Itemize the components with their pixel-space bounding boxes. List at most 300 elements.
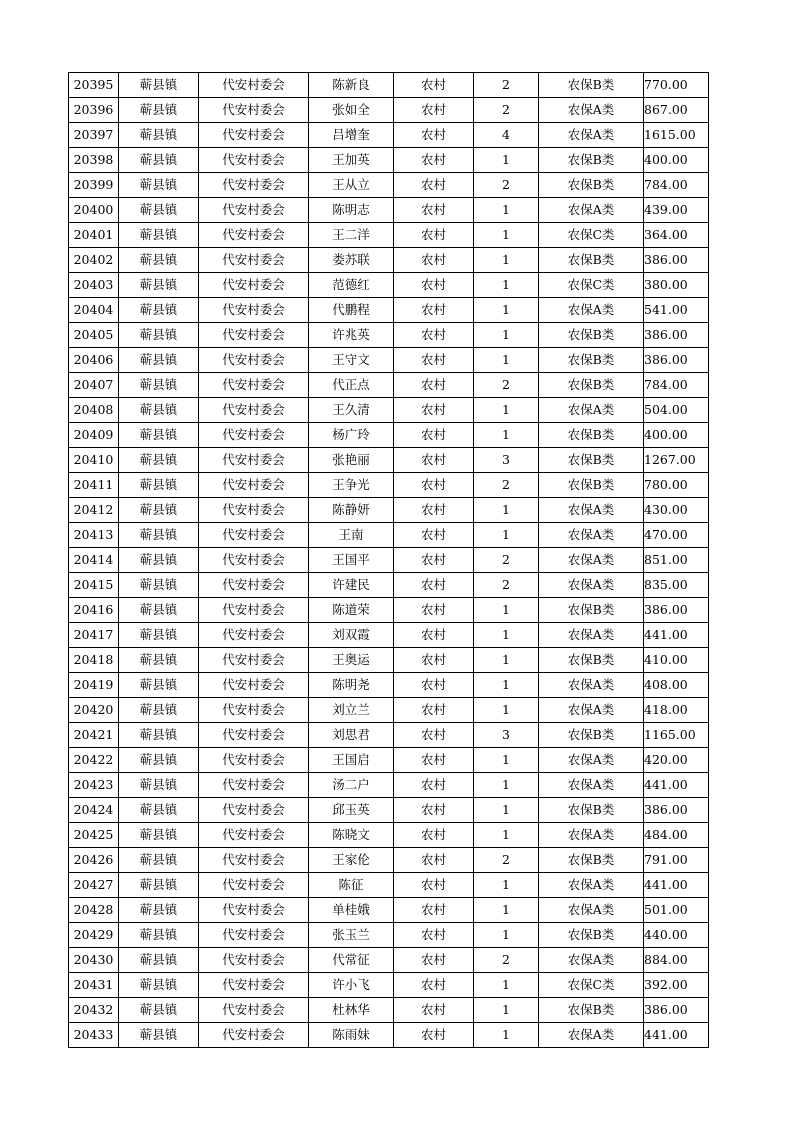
insurance-category-cell: 农保B类: [539, 448, 644, 473]
village-committee-cell: 代安村委会: [199, 348, 309, 373]
insurance-category-cell: 农保A类: [539, 98, 644, 123]
town-cell: 蕲县镇: [119, 323, 199, 348]
row-id-cell: 20430: [69, 948, 119, 973]
row-id-cell: 20425: [69, 823, 119, 848]
amount-cell: 439.00: [644, 198, 709, 223]
insurance-category-cell: 农保B类: [539, 598, 644, 623]
town-cell: 蕲县镇: [119, 198, 199, 223]
village-committee-cell: 代安村委会: [199, 323, 309, 348]
table-row: [69, 748, 709, 773]
table-row: [69, 398, 709, 423]
row-id-cell: 20415: [69, 573, 119, 598]
amount-cell: 400.00: [644, 148, 709, 173]
town-cell: 蕲县镇: [119, 848, 199, 873]
household-count-cell: 1: [474, 923, 539, 948]
insurance-category-cell: 农保A类: [539, 773, 644, 798]
row-id-cell: 20429: [69, 923, 119, 948]
table-row: [69, 123, 709, 148]
household-count-cell: 1: [474, 773, 539, 798]
town-cell: 蕲县镇: [119, 698, 199, 723]
village-committee-cell: 代安村委会: [199, 423, 309, 448]
town-cell: 蕲县镇: [119, 673, 199, 698]
name-cell: 汤二户: [309, 773, 394, 798]
town-cell: 蕲县镇: [119, 623, 199, 648]
town-cell: 蕲县镇: [119, 973, 199, 998]
town-cell: 蕲县镇: [119, 273, 199, 298]
insurance-category-cell: 农保A类: [539, 1023, 644, 1048]
village-committee-cell: 代安村委会: [199, 673, 309, 698]
area-type-cell: 农村: [394, 323, 474, 348]
row-id-cell: 20399: [69, 173, 119, 198]
town-cell: 蕲县镇: [119, 298, 199, 323]
table-row: [69, 373, 709, 398]
insurance-category-cell: 农保A类: [539, 498, 644, 523]
household-count-cell: 2: [474, 848, 539, 873]
insurance-category-cell: 农保A类: [539, 298, 644, 323]
amount-cell: 441.00: [644, 1023, 709, 1048]
village-committee-cell: 代安村委会: [199, 148, 309, 173]
row-id-cell: 20432: [69, 998, 119, 1023]
town-cell: 蕲县镇: [119, 423, 199, 448]
name-cell: 吕增奎: [309, 123, 394, 148]
village-committee-cell: 代安村委会: [199, 798, 309, 823]
table-row: [69, 823, 709, 848]
town-cell: 蕲县镇: [119, 923, 199, 948]
village-committee-cell: 代安村委会: [199, 198, 309, 223]
name-cell: 杨广玲: [309, 423, 394, 448]
row-id-cell: 20403: [69, 273, 119, 298]
name-cell: 刘立兰: [309, 698, 394, 723]
amount-cell: 386.00: [644, 348, 709, 373]
row-id-cell: 20411: [69, 473, 119, 498]
household-count-cell: 2: [474, 948, 539, 973]
village-committee-cell: 代安村委会: [199, 98, 309, 123]
household-count-cell: 1: [474, 898, 539, 923]
town-cell: 蕲县镇: [119, 373, 199, 398]
household-count-cell: 1: [474, 798, 539, 823]
village-committee-cell: 代安村委会: [199, 823, 309, 848]
insurance-category-cell: 农保B类: [539, 248, 644, 273]
amount-cell: 418.00: [644, 698, 709, 723]
town-cell: 蕲县镇: [119, 448, 199, 473]
row-id-cell: 20419: [69, 673, 119, 698]
town-cell: 蕲县镇: [119, 173, 199, 198]
name-cell: 陈明尧: [309, 673, 394, 698]
insurance-category-cell: 农保B类: [539, 148, 644, 173]
name-cell: 陈雨妹: [309, 1023, 394, 1048]
row-id-cell: 20413: [69, 523, 119, 548]
village-committee-cell: 代安村委会: [199, 223, 309, 248]
row-id-cell: 20427: [69, 873, 119, 898]
amount-cell: 1267.00: [644, 448, 709, 473]
village-committee-cell: 代安村委会: [199, 548, 309, 573]
town-cell: 蕲县镇: [119, 498, 199, 523]
row-id-cell: 20400: [69, 198, 119, 223]
area-type-cell: 农村: [394, 748, 474, 773]
area-type-cell: 农村: [394, 648, 474, 673]
table-row: [69, 423, 709, 448]
amount-cell: 420.00: [644, 748, 709, 773]
household-count-cell: 1: [474, 698, 539, 723]
amount-cell: 791.00: [644, 848, 709, 873]
name-cell: 范德红: [309, 273, 394, 298]
area-type-cell: 农村: [394, 898, 474, 923]
table-row: [69, 998, 709, 1023]
name-cell: 陈新良: [309, 73, 394, 98]
household-count-cell: 2: [474, 173, 539, 198]
household-count-cell: 1: [474, 673, 539, 698]
table-row: [69, 148, 709, 173]
row-id-cell: 20417: [69, 623, 119, 648]
village-committee-cell: 代安村委会: [199, 948, 309, 973]
insurance-category-cell: 农保A类: [539, 823, 644, 848]
insurance-category-cell: 农保B类: [539, 648, 644, 673]
household-count-cell: 1: [474, 648, 539, 673]
insurance-category-cell: 农保B类: [539, 723, 644, 748]
village-committee-cell: 代安村委会: [199, 523, 309, 548]
village-committee-cell: 代安村委会: [199, 73, 309, 98]
town-cell: 蕲县镇: [119, 823, 199, 848]
name-cell: 王从立: [309, 173, 394, 198]
village-committee-cell: 代安村委会: [199, 273, 309, 298]
household-count-cell: 1: [474, 198, 539, 223]
town-cell: 蕲县镇: [119, 398, 199, 423]
name-cell: 王南: [309, 523, 394, 548]
insurance-category-cell: 农保A类: [539, 748, 644, 773]
area-type-cell: 农村: [394, 348, 474, 373]
area-type-cell: 农村: [394, 848, 474, 873]
table-row: [69, 648, 709, 673]
name-cell: 代鹏程: [309, 298, 394, 323]
table-row: [69, 298, 709, 323]
town-cell: 蕲县镇: [119, 773, 199, 798]
name-cell: 王国启: [309, 748, 394, 773]
village-committee-cell: 代安村委会: [199, 498, 309, 523]
village-committee-cell: 代安村委会: [199, 873, 309, 898]
insurance-category-cell: 农保A类: [539, 623, 644, 648]
table-row: [69, 723, 709, 748]
insurance-category-cell: 农保B类: [539, 73, 644, 98]
insurance-category-cell: 农保B类: [539, 423, 644, 448]
area-type-cell: 农村: [394, 498, 474, 523]
amount-cell: 410.00: [644, 648, 709, 673]
row-id-cell: 20412: [69, 498, 119, 523]
name-cell: 陈晓文: [309, 823, 394, 848]
town-cell: 蕲县镇: [119, 998, 199, 1023]
row-id-cell: 20395: [69, 73, 119, 98]
insurance-category-cell: 农保A类: [539, 573, 644, 598]
area-type-cell: 农村: [394, 923, 474, 948]
name-cell: 刘双霞: [309, 623, 394, 648]
name-cell: 张艳丽: [309, 448, 394, 473]
row-id-cell: 20401: [69, 223, 119, 248]
amount-cell: 386.00: [644, 598, 709, 623]
household-count-cell: 4: [474, 123, 539, 148]
table-row: [69, 198, 709, 223]
table-row: [69, 473, 709, 498]
amount-cell: 504.00: [644, 398, 709, 423]
name-cell: 杜林华: [309, 998, 394, 1023]
area-type-cell: 农村: [394, 773, 474, 798]
area-type-cell: 农村: [394, 248, 474, 273]
amount-cell: 441.00: [644, 623, 709, 648]
area-type-cell: 农村: [394, 298, 474, 323]
village-committee-cell: 代安村委会: [199, 573, 309, 598]
household-count-cell: 1: [474, 623, 539, 648]
name-cell: 王二洋: [309, 223, 394, 248]
row-id-cell: 20405: [69, 323, 119, 348]
village-committee-cell: 代安村委会: [199, 848, 309, 873]
name-cell: 许兆英: [309, 323, 394, 348]
town-cell: 蕲县镇: [119, 548, 199, 573]
town-cell: 蕲县镇: [119, 573, 199, 598]
insurance-category-cell: 农保B类: [539, 923, 644, 948]
table-row: [69, 898, 709, 923]
area-type-cell: 农村: [394, 998, 474, 1023]
table-row: [69, 873, 709, 898]
name-cell: 张如全: [309, 98, 394, 123]
amount-cell: 386.00: [644, 248, 709, 273]
town-cell: 蕲县镇: [119, 123, 199, 148]
table-row: [69, 1023, 709, 1048]
row-id-cell: 20433: [69, 1023, 119, 1048]
village-committee-cell: 代安村委会: [199, 173, 309, 198]
amount-cell: 400.00: [644, 423, 709, 448]
amount-cell: 851.00: [644, 548, 709, 573]
town-cell: 蕲县镇: [119, 73, 199, 98]
household-count-cell: 1: [474, 873, 539, 898]
name-cell: 王国平: [309, 548, 394, 573]
area-type-cell: 农村: [394, 973, 474, 998]
table-row: [69, 248, 709, 273]
row-id-cell: 20428: [69, 898, 119, 923]
town-cell: 蕲县镇: [119, 348, 199, 373]
table-row: [69, 173, 709, 198]
table-row: [69, 623, 709, 648]
row-id-cell: 20402: [69, 248, 119, 273]
village-committee-cell: 代安村委会: [199, 923, 309, 948]
household-count-cell: 2: [474, 473, 539, 498]
town-cell: 蕲县镇: [119, 723, 199, 748]
town-cell: 蕲县镇: [119, 148, 199, 173]
name-cell: 许小飞: [309, 973, 394, 998]
name-cell: 刘思君: [309, 723, 394, 748]
area-type-cell: 农村: [394, 98, 474, 123]
area-type-cell: 农村: [394, 523, 474, 548]
household-count-cell: 1: [474, 973, 539, 998]
name-cell: 代常征: [309, 948, 394, 973]
insurance-category-cell: 农保B类: [539, 848, 644, 873]
area-type-cell: 农村: [394, 823, 474, 848]
village-committee-cell: 代安村委会: [199, 1023, 309, 1048]
insurance-category-cell: 农保C类: [539, 223, 644, 248]
household-count-cell: 1: [474, 323, 539, 348]
row-id-cell: 20396: [69, 98, 119, 123]
insurance-category-cell: 农保B类: [539, 373, 644, 398]
table-row: [69, 98, 709, 123]
table-row: [69, 673, 709, 698]
amount-cell: 386.00: [644, 998, 709, 1023]
household-count-cell: 1: [474, 148, 539, 173]
village-committee-cell: 代安村委会: [199, 898, 309, 923]
table-row: [69, 573, 709, 598]
amount-cell: 364.00: [644, 223, 709, 248]
village-committee-cell: 代安村委会: [199, 248, 309, 273]
insurance-category-cell: 农保A类: [539, 523, 644, 548]
household-count-cell: 3: [474, 448, 539, 473]
household-count-cell: 1: [474, 598, 539, 623]
table-row: [69, 323, 709, 348]
amount-cell: 1165.00: [644, 723, 709, 748]
household-count-cell: 2: [474, 573, 539, 598]
area-type-cell: 农村: [394, 548, 474, 573]
amount-cell: 408.00: [644, 673, 709, 698]
table-row: [69, 948, 709, 973]
table-row: [69, 923, 709, 948]
town-cell: 蕲县镇: [119, 798, 199, 823]
insurance-category-cell: 农保B类: [539, 798, 644, 823]
table-row: [69, 498, 709, 523]
insurance-category-cell: 农保A类: [539, 698, 644, 723]
name-cell: 王家伦: [309, 848, 394, 873]
town-cell: 蕲县镇: [119, 223, 199, 248]
town-cell: 蕲县镇: [119, 898, 199, 923]
name-cell: 王久清: [309, 398, 394, 423]
area-type-cell: 农村: [394, 623, 474, 648]
row-id-cell: 20424: [69, 798, 119, 823]
area-type-cell: 农村: [394, 573, 474, 598]
row-id-cell: 20408: [69, 398, 119, 423]
area-type-cell: 农村: [394, 223, 474, 248]
insurance-category-cell: 农保B类: [539, 998, 644, 1023]
village-committee-cell: 代安村委会: [199, 698, 309, 723]
amount-cell: 884.00: [644, 948, 709, 973]
area-type-cell: 农村: [394, 398, 474, 423]
name-cell: 王争光: [309, 473, 394, 498]
table-row: [69, 973, 709, 998]
town-cell: 蕲县镇: [119, 1023, 199, 1048]
row-id-cell: 20410: [69, 448, 119, 473]
row-id-cell: 20420: [69, 698, 119, 723]
amount-cell: 380.00: [644, 273, 709, 298]
village-committee-cell: 代安村委会: [199, 773, 309, 798]
name-cell: 王奥运: [309, 648, 394, 673]
row-id-cell: 20416: [69, 598, 119, 623]
town-cell: 蕲县镇: [119, 948, 199, 973]
insurance-category-cell: 农保A类: [539, 123, 644, 148]
name-cell: 王加英: [309, 148, 394, 173]
name-cell: 王守文: [309, 348, 394, 373]
town-cell: 蕲县镇: [119, 98, 199, 123]
area-type-cell: 农村: [394, 473, 474, 498]
household-count-cell: 1: [474, 398, 539, 423]
household-count-cell: 1: [474, 523, 539, 548]
town-cell: 蕲县镇: [119, 248, 199, 273]
name-cell: 陈征: [309, 873, 394, 898]
amount-cell: 441.00: [644, 873, 709, 898]
row-id-cell: 20418: [69, 648, 119, 673]
amount-cell: 1615.00: [644, 123, 709, 148]
name-cell: 陈明志: [309, 198, 394, 223]
village-committee-cell: 代安村委会: [199, 298, 309, 323]
amount-cell: 770.00: [644, 73, 709, 98]
area-type-cell: 农村: [394, 448, 474, 473]
village-committee-cell: 代安村委会: [199, 373, 309, 398]
household-count-cell: 1: [474, 423, 539, 448]
village-committee-cell: 代安村委会: [199, 723, 309, 748]
table-row: [69, 348, 709, 373]
village-committee-cell: 代安村委会: [199, 123, 309, 148]
insurance-category-cell: 农保C类: [539, 273, 644, 298]
area-type-cell: 农村: [394, 948, 474, 973]
row-id-cell: 20421: [69, 723, 119, 748]
household-count-cell: 1: [474, 998, 539, 1023]
row-id-cell: 20407: [69, 373, 119, 398]
village-committee-cell: 代安村委会: [199, 398, 309, 423]
area-type-cell: 农村: [394, 698, 474, 723]
amount-cell: 784.00: [644, 173, 709, 198]
village-committee-cell: 代安村委会: [199, 973, 309, 998]
amount-cell: 867.00: [644, 98, 709, 123]
household-count-cell: 1: [474, 273, 539, 298]
household-count-cell: 3: [474, 723, 539, 748]
table-row: [69, 798, 709, 823]
name-cell: 陈道荣: [309, 598, 394, 623]
area-type-cell: 农村: [394, 1023, 474, 1048]
name-cell: 许建民: [309, 573, 394, 598]
row-id-cell: 20426: [69, 848, 119, 873]
area-type-cell: 农村: [394, 148, 474, 173]
name-cell: 娄苏联: [309, 248, 394, 273]
roster-table: [68, 72, 709, 1048]
name-cell: 张玉兰: [309, 923, 394, 948]
amount-cell: 835.00: [644, 573, 709, 598]
insurance-category-cell: 农保A类: [539, 198, 644, 223]
area-type-cell: 农村: [394, 873, 474, 898]
area-type-cell: 农村: [394, 73, 474, 98]
name-cell: 代正点: [309, 373, 394, 398]
household-count-cell: 2: [474, 98, 539, 123]
table-row: [69, 773, 709, 798]
row-id-cell: 20409: [69, 423, 119, 448]
amount-cell: 392.00: [644, 973, 709, 998]
row-id-cell: 20404: [69, 298, 119, 323]
village-committee-cell: 代安村委会: [199, 598, 309, 623]
area-type-cell: 农村: [394, 598, 474, 623]
name-cell: 陈静妍: [309, 498, 394, 523]
table-row: [69, 523, 709, 548]
table-row: [69, 448, 709, 473]
area-type-cell: 农村: [394, 798, 474, 823]
row-id-cell: 20414: [69, 548, 119, 573]
insurance-category-cell: 农保B类: [539, 323, 644, 348]
row-id-cell: 20431: [69, 973, 119, 998]
area-type-cell: 农村: [394, 123, 474, 148]
table-row: [69, 598, 709, 623]
insurance-category-cell: 农保C类: [539, 973, 644, 998]
village-committee-cell: 代安村委会: [199, 748, 309, 773]
row-id-cell: 20398: [69, 148, 119, 173]
town-cell: 蕲县镇: [119, 598, 199, 623]
name-cell: 单桂娥: [309, 898, 394, 923]
row-id-cell: 20406: [69, 348, 119, 373]
insurance-category-cell: 农保A类: [539, 673, 644, 698]
amount-cell: 501.00: [644, 898, 709, 923]
town-cell: 蕲县镇: [119, 873, 199, 898]
household-count-cell: 1: [474, 748, 539, 773]
village-committee-cell: 代安村委会: [199, 473, 309, 498]
table-row: [69, 548, 709, 573]
